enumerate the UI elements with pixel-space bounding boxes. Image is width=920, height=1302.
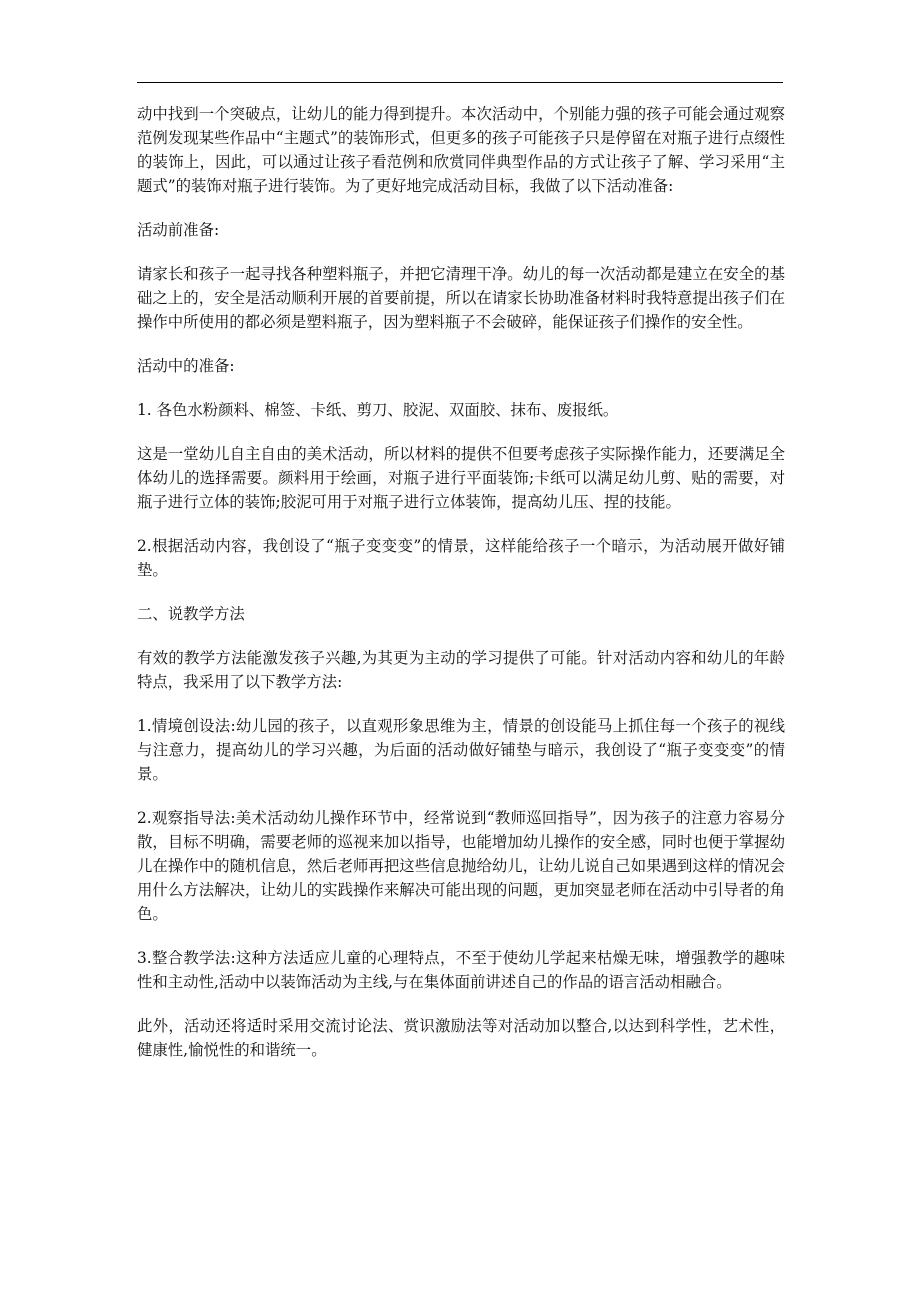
paragraph-method-observation: 2.观察指导法:美术活动幼儿操作环节中，经常说到“教师巡回指导”，因为孩子的注意力容易分散，目标不明确，需要老师的巡视来加以指导，也能增加幼儿操作的安全感，同时也便于掌握幼儿在操作中的随机信息，然后老师再把这些信息抛给幼儿，让幼儿说自己如果遇到这样的情况会用什么方法解决，让幼儿的实践操作来解决可能出现的问题，更加突显老师在活动中引导者的角色。 — [137, 809, 785, 923]
paragraph-materials-list: 1. 各色水粉颜料、棉签、卡纸、剪刀、胶泥、双面胶、抹布、废报纸。 — [137, 401, 619, 419]
paragraph-scenario: 2.根据活动内容，我创设了“瓶子变变变”的情景，这样能给孩子一个暗示，为活动展开做好铺垫。 — [137, 537, 785, 579]
paragraph-methods-intro: 有效的教学方法能激发孩子兴趣,为其更为主动的学习提供了可能。针对活动内容和幼儿的年龄特点，我采用了以下教学方法: — [137, 649, 785, 691]
paragraph-method-situation: 1.情境创设法:幼儿园的孩子，以直观形象思维为主，情景的创设能马上抓住每一个孩子的视线与注意力，提高幼儿的学习兴趣，为后面的活动做好铺垫与暗示，我创设了“瓶子变变变”的情景。 — [137, 717, 785, 783]
paragraph-pre-activity-heading: 活动前准备: — [137, 221, 220, 239]
section-heading-teaching-methods: 二、说教学方法 — [137, 605, 245, 623]
paragraph-method-integration: 3.整合教学法:这种方法适应儿童的心理特点，不至于使幼儿学起来枯燥无味，增强教学的趣味性和主动性,活动中以装饰活动为主线,与在集体面前讲述自己的作品的语言活动相融合。 — [137, 949, 785, 991]
document-body — [137, 102, 785, 1082]
paragraph-in-activity-heading: 活动中的准备: — [137, 357, 235, 375]
header-rule — [137, 82, 783, 83]
paragraph-materials-explanation: 这是一堂幼儿自主自由的美术活动，所以材料的提供不但要考虑孩子实际操作能力，还要满足全体幼儿的选择需要。颜料用于绘画，对瓶子进行平面装饰;卡纸可以满足幼儿剪、贴的需要，对瓶子进行立体的装饰;胶泥可用于对瓶子进行立体装饰，提高幼儿压、捏的技能。 — [137, 445, 785, 511]
paragraph-pre-activity-body: 请家长和孩子一起寻找各种塑料瓶子，并把它清理干净。幼儿的每一次活动都是建立在安全的基础之上的，安全是活动顺利开展的首要前提，所以在请家长协助准备材料时我特意提出孩子们在操作中所使用的都必须是塑料瓶子，因为塑料瓶子不会破碎，能保证孩子们操作的安全性。 — [137, 265, 785, 331]
paragraph-continuation: 动中找到一个突破点，让幼儿的能力得到提升。本次活动中，个别能力强的孩子可能会通过观察范例发现某些作品中“主题式”的装饰形式，但更多的孩子可能孩子只是停留在对瓶子进行点缀性的装饰上，因此，可以通过让孩子看范例和欣赏同伴典型作品的方式让孩子了解、学习采用“主题式”的装饰对瓶子进行装饰。为了更好地完成活动目标，我做了以下活动准备: — [137, 105, 785, 195]
paragraph-conclusion: 此外，活动还将适时采用交流讨论法、赏识激励法等对活动加以整合,以达到科学性，艺术性，健康性,愉悦性的和谐统一。 — [137, 1017, 785, 1059]
